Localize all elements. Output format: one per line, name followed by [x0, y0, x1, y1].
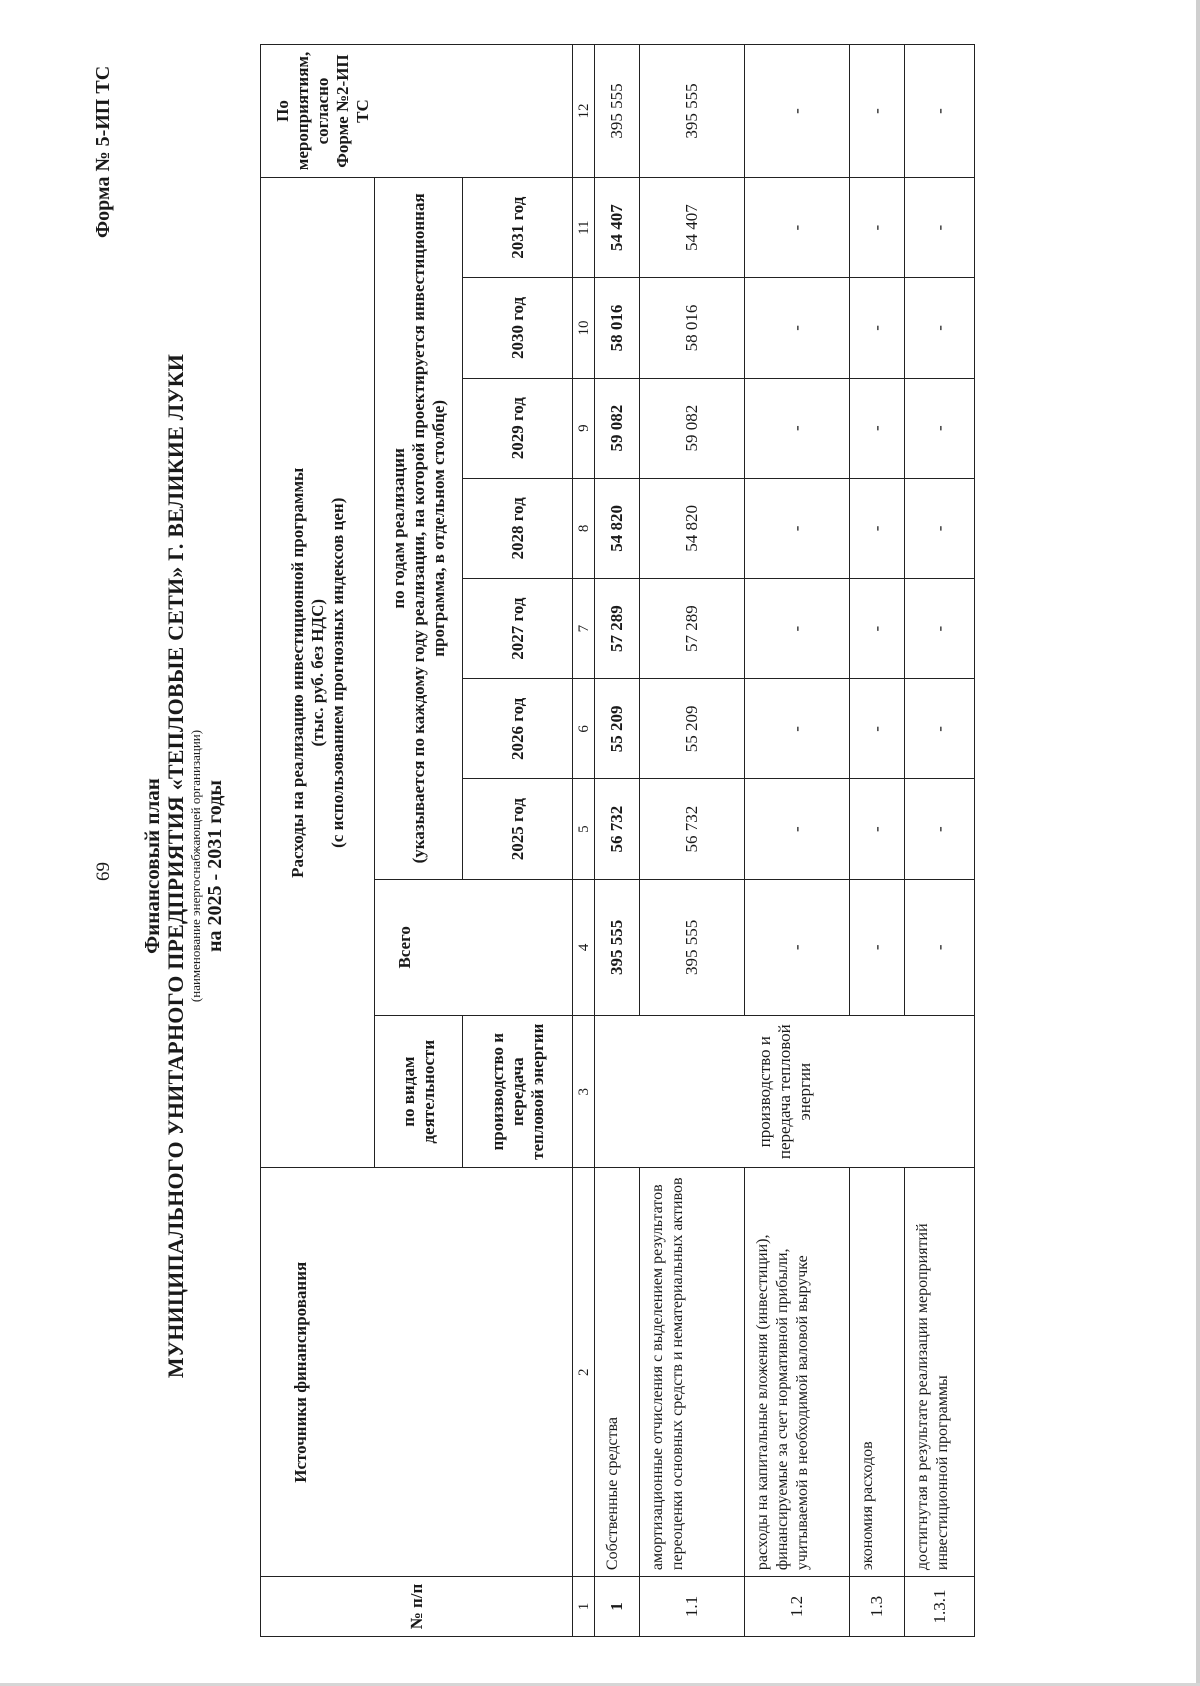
- column-index: 6: [573, 679, 595, 779]
- row-year-value: -: [905, 178, 975, 278]
- column-index-row: [573, 45, 595, 1637]
- row-year-value: -: [850, 579, 905, 679]
- row-year-value: -: [850, 378, 905, 478]
- row-source: амортизационные отчисления с выделением результатов переоценки основных средств и нематериальных активов: [640, 1168, 745, 1577]
- table-row: [745, 45, 850, 1637]
- document-header: [140, 216, 227, 1516]
- row-year-value: -: [850, 779, 905, 879]
- row-by-measures: -: [905, 45, 975, 178]
- header-by-years-note: (указывается по каждому году реализации, на которой проектируется инвестиционная программа, в отдельном столбце): [408, 193, 448, 864]
- header-sources: Источники финансирования: [261, 1168, 573, 1577]
- row-year-value: -: [745, 779, 850, 879]
- row-source: Собственные средства: [595, 1168, 640, 1577]
- header-expenses-note: (с использованием прогнозных индексов цен): [327, 497, 347, 848]
- header-total: Всего: [375, 879, 573, 1015]
- header-by-years-title: по годам реализации: [388, 448, 408, 609]
- row-source: расходы на капитальные вложения (инвестиции), финансируемые за счет нормативной прибыли, учитываемой в необходимой валовой выручке: [745, 1168, 850, 1577]
- column-index: 8: [573, 478, 595, 578]
- row-year-value: -: [905, 679, 975, 779]
- column-index: 1: [573, 1577, 595, 1637]
- header-year-2026: 2026 год: [463, 679, 573, 779]
- header-year-2029: 2029 год: [463, 378, 573, 478]
- row-year-value: -: [850, 278, 905, 378]
- row-year-value: 54 820: [595, 478, 640, 578]
- column-index: 7: [573, 579, 595, 679]
- row-number: 1.2: [745, 1577, 850, 1637]
- row-year-value: -: [850, 178, 905, 278]
- row-year-value: 56 732: [640, 779, 745, 879]
- header-expenses-unit: (тыс. руб. без НДС): [307, 598, 327, 747]
- row-source: достигнутая в результате реализации мероприятий инвестиционной программы: [905, 1168, 975, 1577]
- table-row: [640, 45, 745, 1637]
- row-number: 1.3.1: [905, 1577, 975, 1637]
- organization-note: (наименование энергоснабжающей организации): [188, 729, 203, 1003]
- row-year-value: -: [745, 579, 850, 679]
- row-total: -: [850, 879, 905, 1015]
- row-year-value: 55 209: [640, 679, 745, 779]
- activity-cell: производство и передача тепловой энергии: [595, 1015, 975, 1168]
- row-year-value: 59 082: [640, 378, 745, 478]
- row-by-measures: -: [850, 45, 905, 178]
- row-year-value: 54 407: [640, 178, 745, 278]
- header-by-years: [375, 178, 463, 880]
- row-year-value: -: [850, 679, 905, 779]
- header-year-2030: 2030 год: [463, 278, 573, 378]
- column-index: 4: [573, 879, 595, 1015]
- row-year-value: 56 732: [595, 779, 640, 879]
- header-by-measures: По мероприятиям, согласно Форме №2-ИП ТС: [261, 45, 573, 178]
- row-year-value: -: [745, 378, 850, 478]
- row-total: -: [745, 879, 850, 1015]
- row-number: 1.3: [850, 1577, 905, 1637]
- row-year-value: 57 289: [640, 579, 745, 679]
- row-by-measures: -: [745, 45, 850, 178]
- document-title: Финансовый план: [140, 778, 164, 954]
- row-year-value: 58 016: [595, 278, 640, 378]
- column-index: 9: [573, 378, 595, 478]
- row-total: 395 555: [595, 879, 640, 1015]
- form-label: Форма № 5-ИП ТС: [92, 65, 114, 238]
- row-total: 395 555: [640, 879, 745, 1015]
- row-year-value: 59 082: [595, 378, 640, 478]
- table-row: [595, 45, 640, 1637]
- row-year-value: -: [905, 378, 975, 478]
- header-expenses-title: Расходы на реализацию инвестиционной программы: [287, 467, 307, 878]
- column-index: 10: [573, 278, 595, 378]
- column-index: 5: [573, 779, 595, 879]
- row-year-value: -: [905, 278, 975, 378]
- row-year-value: 55 209: [595, 679, 640, 779]
- financial-plan-table: [260, 44, 975, 1637]
- table-row: [850, 45, 905, 1637]
- header-year-2031: 2031 год: [463, 178, 573, 278]
- header-row-1: [261, 45, 375, 1637]
- row-year-value: -: [745, 278, 850, 378]
- row-year-value: -: [745, 679, 850, 779]
- row-year-value: 54 820: [640, 478, 745, 578]
- header-expenses: [261, 178, 375, 1168]
- row-total: -: [905, 879, 975, 1015]
- table-row: [905, 45, 975, 1637]
- row-year-value: -: [745, 478, 850, 578]
- column-index: 2: [573, 1168, 595, 1577]
- row-year-value: -: [905, 478, 975, 578]
- row-by-measures: 395 555: [595, 45, 640, 178]
- period: на 2025 - 2031 годы: [204, 780, 226, 952]
- row-by-measures: 395 555: [640, 45, 745, 178]
- row-year-value: 58 016: [640, 278, 745, 378]
- row-year-value: 57 289: [595, 579, 640, 679]
- header-year-2028: 2028 год: [463, 478, 573, 578]
- header-year-2025: 2025 год: [463, 779, 573, 879]
- row-source: экономия расходов: [850, 1168, 905, 1577]
- column-index: 3: [573, 1015, 595, 1168]
- row-year-value: -: [905, 579, 975, 679]
- column-index: 12: [573, 45, 595, 178]
- header-year-2027: 2027 год: [463, 579, 573, 679]
- row-year-value: -: [850, 478, 905, 578]
- page-number: 69: [93, 862, 114, 881]
- row-year-value: 54 407: [595, 178, 640, 278]
- organization-name: МУНИЦИПАЛЬНОГО УНИТАРНОГО ПРЕДПРИЯТИЯ «ТЕПЛОВЫЕ СЕТИ» Г. ВЕЛИКИЕ ЛУКИ: [163, 353, 188, 1379]
- row-year-value: -: [745, 178, 850, 278]
- column-index: 11: [573, 178, 595, 278]
- row-year-value: -: [905, 779, 975, 879]
- header-by-activity: по видам деятельности: [375, 1015, 463, 1168]
- header-num: № п/п: [261, 1577, 573, 1637]
- row-number: 1: [595, 1577, 640, 1637]
- row-number: 1.1: [640, 1577, 745, 1637]
- header-activity: производство и передача тепловой энергии: [463, 1015, 573, 1168]
